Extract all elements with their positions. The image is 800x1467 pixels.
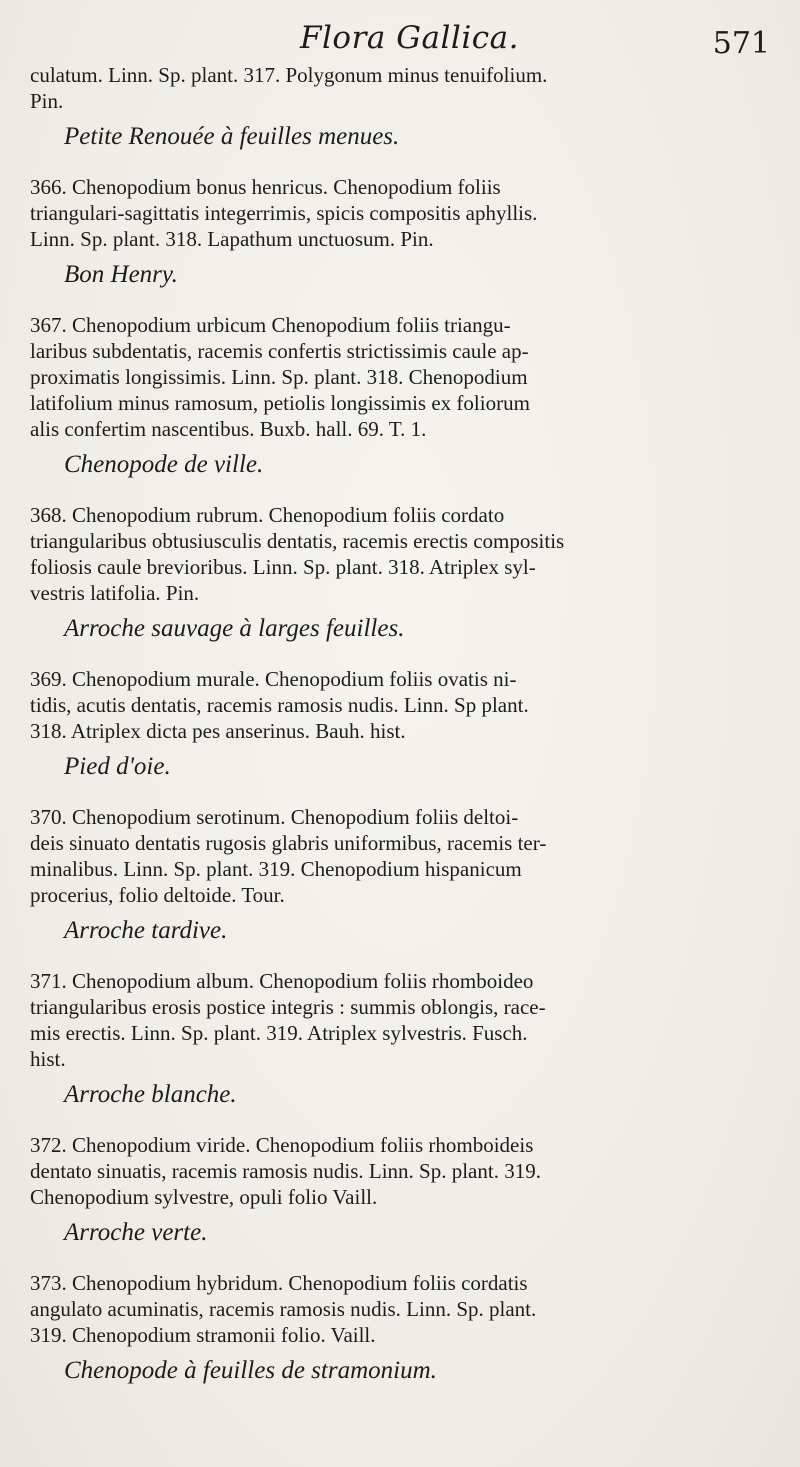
entry-372: [30, 1132, 772, 1248]
french-name: Arroche blanche.: [64, 1081, 237, 1108]
entry-line: 366. Chenopodium bonus henricus. Chenopodium foliis: [30, 175, 501, 199]
running-head: Flora Gallica.: [300, 20, 519, 56]
entry-373: [30, 1270, 772, 1386]
entry-line: angulato acuminatis, racemis ramosis nudis. Linn. Sp. plant.: [30, 1297, 537, 1321]
french-name: Chenopode à feuilles de stramonium.: [64, 1357, 437, 1384]
entry-line: foliosis caule brevioribus. Linn. Sp. plant. 318. Atriplex syl-: [30, 555, 536, 579]
entry-line: Pin.: [30, 89, 64, 113]
entry-line: Linn. Sp. plant. 318. Lapathum unctuosum. Pin.: [30, 227, 434, 251]
entry-line: triangularibus obtusiusculis dentatis, racemis erectis compositis: [30, 529, 565, 553]
entry-366: [30, 174, 772, 290]
entry-line: laribus subdentatis, racemis confertis strictissimis caule ap-: [30, 339, 529, 363]
entry-line: hist.: [30, 1047, 66, 1071]
entry-line: Chenopodium sylvestre, opuli folio Vaill.: [30, 1185, 378, 1209]
entry-368: [30, 502, 772, 644]
entry-line: 370. Chenopodium serotinum. Chenopodium foliis deltoi-: [30, 805, 519, 829]
french-name: Pied d'oie.: [64, 753, 171, 780]
entry-line: 371. Chenopodium album. Chenopodium foliis rhomboideo: [30, 969, 534, 993]
entry-line: triangulari-sagittatis integerrimis, spicis compositis aphyllis.: [30, 201, 538, 225]
entry-continued: [30, 62, 772, 152]
entry-line: latifolium minus ramosum, petiolis longissimis ex foliorum: [30, 391, 530, 415]
entry-line: dentato sinuatis, racemis ramosis nudis. Linn. Sp. plant. 319.: [30, 1159, 541, 1183]
entry-line: mis erectis. Linn. Sp. plant. 319. Atriplex sylvestris. Fusch.: [30, 1021, 528, 1045]
entry-line: 373. Chenopodium hybridum. Chenopodium foliis cordatis: [30, 1271, 528, 1295]
french-name: Arroche tardive.: [64, 917, 228, 944]
entry-line: tidis, acutis dentatis, racemis ramosis nudis. Linn. Sp plant.: [30, 693, 529, 717]
entry-line: triangularibus erosis postice integris : summis oblongis, race-: [30, 995, 546, 1019]
entry-370: [30, 804, 772, 946]
entry-line: 372. Chenopodium viride. Chenopodium foliis rhomboideis: [30, 1133, 534, 1157]
entry-line: proximatis longissimis. Linn. Sp. plant. 318. Chenopodium: [30, 365, 528, 389]
entry-line: 368. Chenopodium rubrum. Chenopodium foliis cordato: [30, 503, 505, 527]
entry-line: 367. Chenopodium urbicum Chenopodium foliis triangu-: [30, 313, 511, 337]
entry-line: alis confertim nascentibus. Buxb. hall. 69. T. 1.: [30, 417, 427, 441]
entry-line: 319. Chenopodium stramonii folio. Vaill.: [30, 1323, 376, 1347]
entry-line: 318. Atriplex dicta pes anserinus. Bauh. hist.: [30, 719, 406, 743]
entry-line: minalibus. Linn. Sp. plant. 319. Chenopodium hispanicum: [30, 857, 522, 881]
entry-367: [30, 312, 772, 480]
french-name: Petite Renouée à feuilles menues.: [64, 123, 400, 150]
french-name: Chenopode de ville.: [64, 451, 264, 478]
entry-371: [30, 968, 772, 1110]
entry-line: vestris latifolia. Pin.: [30, 581, 200, 605]
entry-line: culatum. Linn. Sp. plant. 317. Polygonum minus tenuifolium.: [30, 63, 548, 87]
page-body: [30, 62, 772, 1386]
french-name: Bon Henry.: [64, 261, 178, 288]
french-name: Arroche verte.: [64, 1219, 208, 1246]
page-number: 571: [712, 26, 770, 61]
entry-line: 369. Chenopodium murale. Chenopodium foliis ovatis ni-: [30, 667, 517, 691]
entry-line: procerius, folio deltoide. Tour.: [30, 883, 285, 907]
french-name: Arroche sauvage à larges feuilles.: [64, 615, 405, 642]
entry-line: deis sinuato dentatis rugosis glabris uniformibus, racemis ter-: [30, 831, 547, 855]
entry-369: [30, 666, 772, 782]
